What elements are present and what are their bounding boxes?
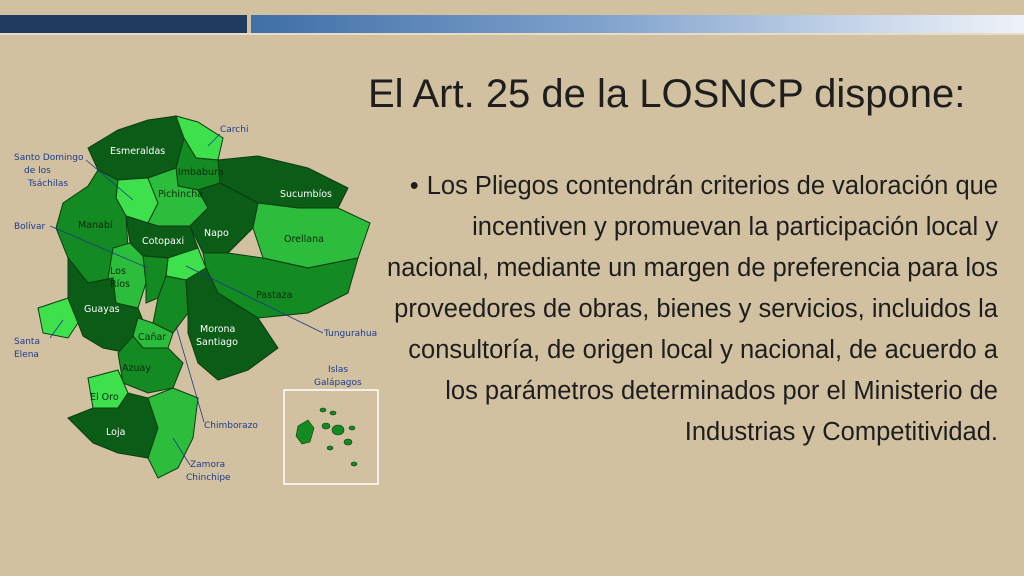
label-orellana: Orellana [284,234,324,245]
label-pichincha: Pichincha [158,189,204,200]
label-carchi: Carchi [220,125,249,135]
label-morona-2: Santiago [196,337,238,348]
label-pastaza: Pastaza [256,290,293,301]
label-el-oro: El Oro [90,392,119,403]
label-zamora-2: Chinchipe [186,473,231,483]
label-imbabura: Imbabura [178,167,224,178]
label-santa-elena-1: Santa [14,337,40,347]
label-zamora-1: Zamora [190,460,226,470]
label-tungurahua: Tungurahua [324,329,378,339]
label-santo-domingo-1: Santo Domingo [14,153,84,163]
bullet-glyph: • [409,172,419,200]
label-azuay: Azuay [122,363,151,374]
slide-body [376,166,998,453]
ecuador-province-map [8,108,380,486]
label-guayas: Guayas [84,304,120,315]
label-canar: Cañar [138,332,167,343]
body-paragraph: Los Pliegos contendrán criterios de valoración que incentiven y promuevan la participación local y nacional, mediante un margen de preferencia para los proveedores de obras, bienes y servicios, incluidos la consultoría, de origen local y nacional, de acuerdo a los parámetros determinados por el Ministerio de Industrias y Competitividad. [387,172,998,446]
label-esmeraldas: Esmeraldas [110,146,166,157]
label-loja: Loja [106,427,126,438]
header-bar-dark [0,15,247,33]
label-los-rios-1: Los [110,266,126,277]
label-bolivar: Bolívar [14,222,46,232]
label-cotopaxi: Cotopaxi [142,236,185,247]
label-los-rios-2: Ríos [110,279,131,290]
label-galapagos-2: Galápagos [314,378,362,388]
label-sucumbios: Sucumbíos [280,189,332,200]
slide-title: El Art. 25 de la LOSNCP dispone: [368,72,966,116]
header-divider [0,33,1024,35]
galapagos-islands [296,408,357,466]
label-galapagos-1: Islas [328,365,349,375]
label-morona-1: Morona [200,324,236,335]
header-bar-gradient [251,15,1024,33]
label-santo-domingo-3: Tsáchilas [28,179,69,189]
label-napo: Napo [204,228,229,239]
label-manabi: Manabí [78,220,113,231]
label-santa-elena-2: Elena [14,350,39,360]
label-santo-domingo-2: de los [24,166,51,176]
label-chimborazo: Chimborazo [204,421,258,431]
